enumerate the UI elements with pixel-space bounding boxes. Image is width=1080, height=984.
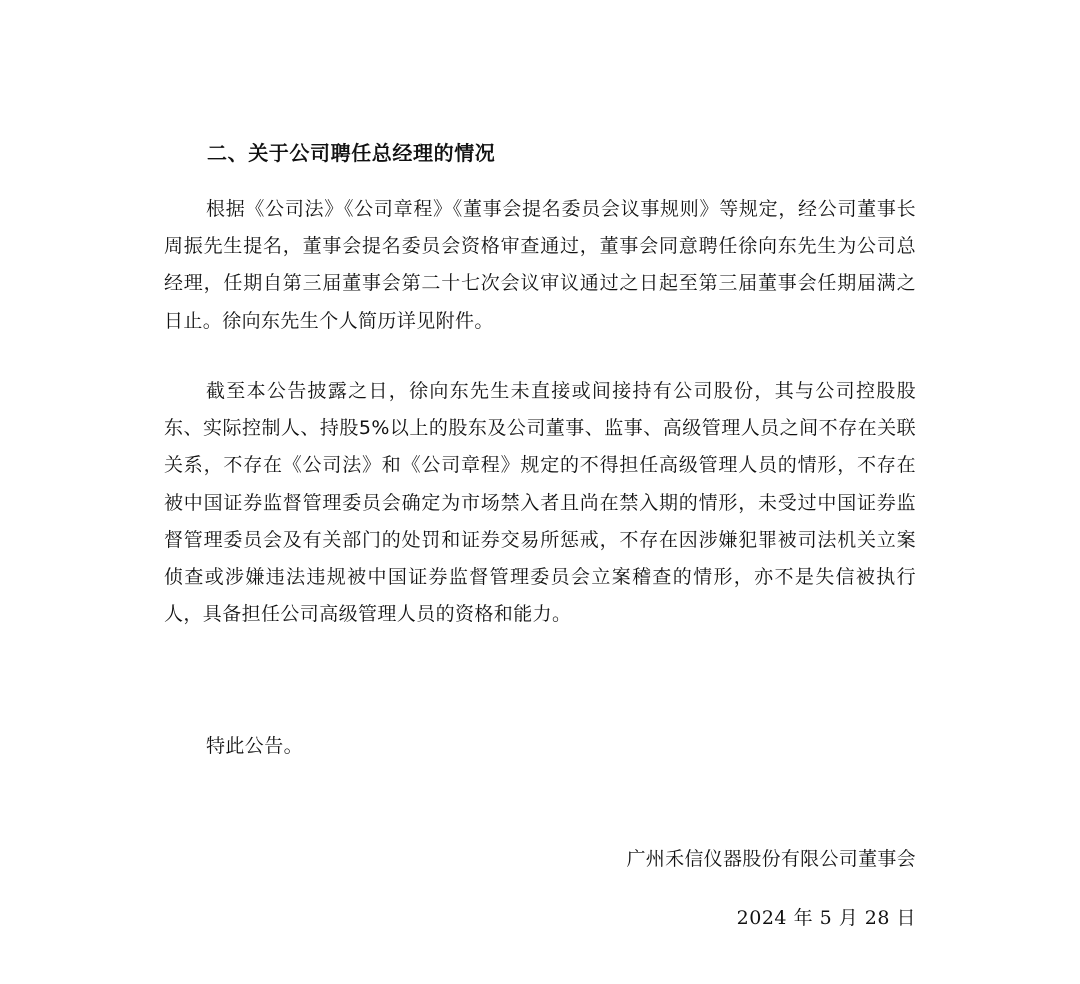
paragraph-closing: 特此公告。 xyxy=(206,735,304,757)
section-heading: 二、关于公司聘任总经理的情况 xyxy=(207,141,496,165)
signature-date: 2024 年 5 月 28 日 xyxy=(736,907,916,929)
paragraph-qualification: 截至本公告披露之日，徐向东先生未直接或间接持有公司股份，其与公司控股股东、实际控制人、持股5%以上的股东及公司董事、监事、高级管理人员之间不存在关联关系，不存在《公司法》和《公司章程》规定的不得担任高级管理人员的情形，不存在被中国证券监督管理委员会确定为市场禁入者且尚在禁入期的情形，未受过中国证券监督管理委员会及有关部门的处罚和证券交易所惩戒，不存在因涉嫌犯罪被司法机关立案侦查或涉嫌违法违规被中国证券监督管理委员会立案稽查的情形，亦不是失信被执行人，具备担任公司高级管理人员的资格和能力。 xyxy=(164,380,916,626)
paragraph-appointment: 根据《公司法》《公司章程》《董事会提名委员会议事规则》等规定，经公司董事长周振先生提名，董事会提名委员会资格审查通过，董事会同意聘任徐向东先生为公司总经理，任期自第三届董事会第二十七次会议审议通过之日起至第三届董事会任期届满之日止。徐向东先生个人简历详见附件。 xyxy=(164,198,916,332)
signature-organization: 广州禾信仪器股份有限公司董事会 xyxy=(626,848,916,870)
